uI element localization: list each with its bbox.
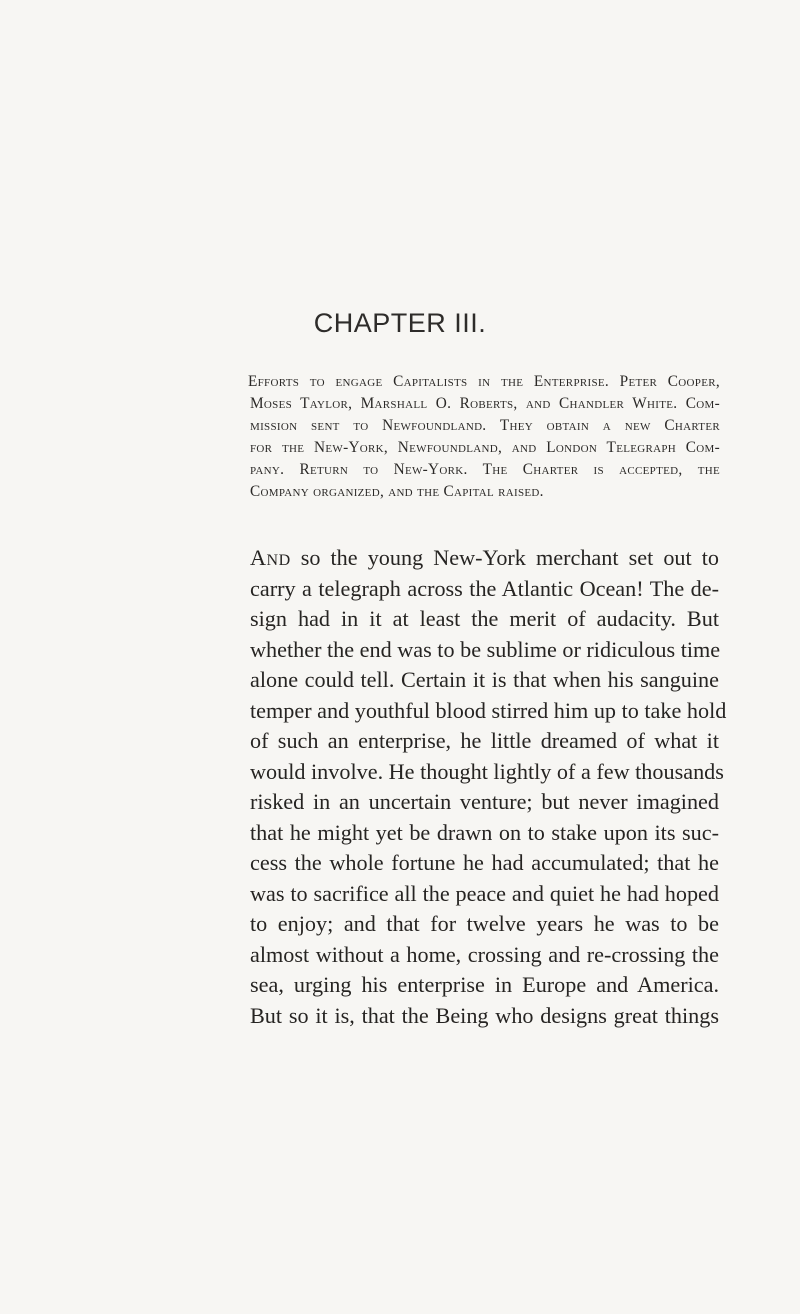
opening-word: And bbox=[250, 545, 291, 570]
body-paragraph bbox=[250, 543, 727, 1031]
body-line: that he might yet be drawn on to stake upon its suc- bbox=[250, 819, 719, 845]
body-line: to enjoy; and that for twelve years he was to be bbox=[250, 911, 719, 936]
body-line: risked in an uncertain venture; but never imagined bbox=[250, 789, 719, 814]
summary-line: Efforts to engage Capitalists in the Enterprise. Peter Cooper, bbox=[248, 373, 720, 390]
summary-line: Moses Taylor, Marshall O. Roberts, and Chandler White. Com- bbox=[250, 395, 720, 412]
summary-line: mission sent to Newfoundland. They obtain a new Charter bbox=[250, 417, 720, 434]
body-line: almost without a home, crossing and re-crossing the bbox=[250, 941, 719, 967]
body-line: carry a telegraph across the Atlantic Ocean! The de- bbox=[250, 575, 719, 601]
body-line: sea, urging his enterprise in Europe and America. bbox=[250, 972, 719, 997]
summary-line: Company organized, and the Capital raised. bbox=[250, 483, 544, 500]
body-line: whether the end was to be sublime or ridiculous time bbox=[250, 636, 721, 662]
summary-line: for the New-York, Newfoundland, and London Telegraph Com- bbox=[250, 439, 720, 456]
body-line: cess the whole fortune he had accumulated; that he bbox=[250, 850, 719, 875]
body-line: But so it is, that the Being who designs great things bbox=[250, 1002, 719, 1028]
body-line: would involve. He thought lightly of a few thousands bbox=[250, 758, 724, 784]
body-line: alone could tell. Certain it is that when his sanguine bbox=[250, 667, 719, 692]
body-line: of such an enterprise, he little dreamed of what it bbox=[250, 728, 719, 753]
opening-line-text: so the young New-York merchant set out to bbox=[300, 545, 720, 570]
body-line: temper and youthful blood stirred him up to take hold bbox=[250, 697, 727, 723]
chapter-summary bbox=[250, 371, 720, 503]
chapter-title: CHAPTER III. bbox=[313, 308, 487, 338]
summary-line: pany. Return to New-York. The Charter is accepted, the bbox=[250, 461, 720, 478]
body-line bbox=[250, 543, 719, 574]
body-line: was to sacrifice all the peace and quiet he had hoped bbox=[250, 880, 719, 906]
body-line: sign had in it at least the merit of audacity. But bbox=[250, 606, 719, 631]
